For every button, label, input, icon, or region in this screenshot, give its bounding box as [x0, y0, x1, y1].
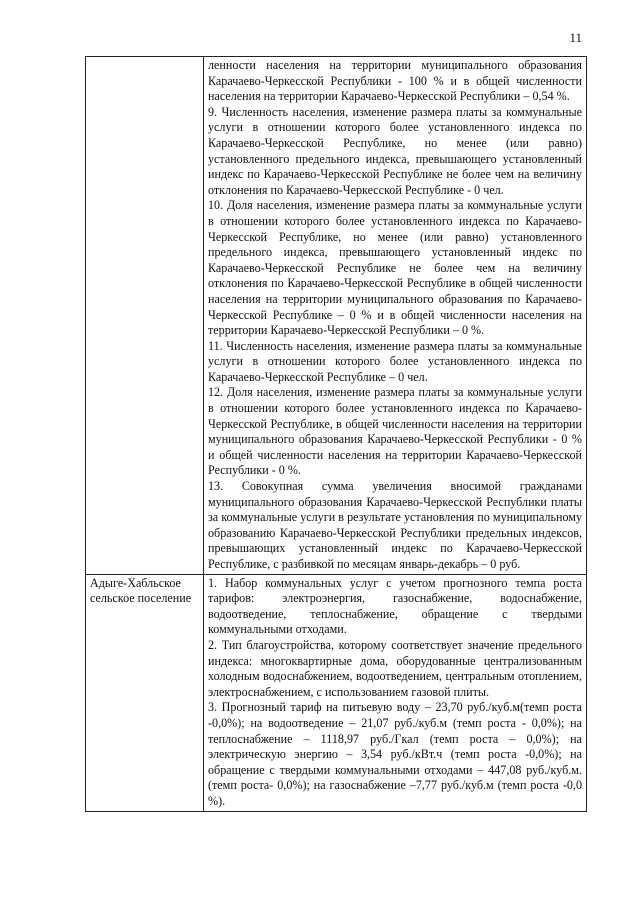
indicators-cell — [204, 57, 587, 575]
paragraph: 2. Тип благоустройства, которому соответствует значение предельного индекса: многоквартирные дома, оборудованные централизованным холодным водоснабжением, водоотведением, центральным отоплением, электроснабжением, с использованием газовой плиты. — [208, 637, 582, 699]
paragraph: 12. Доля населения, изменение размера платы за коммунальные услуги в отношении которого более установленного индекса по Карачаево-Черкесской Республике, в общей численности населения на территории муниципального образования Карачаево-Черкесской Республики - 0 % и общей численности населения на территории Карачаево-Черкесской Республики - 0 %. — [208, 385, 582, 478]
paragraph: 13. Совокупная сумма увеличения вносимой гражданами муниципального образования Карачаево-Черкесской Республики платы за коммунальные услуги в результате установления по муниципальному образованию Карачаево-Черкесской Республики предельных индексов, превышающих установленный индекс по Карачаево-Черкесской Республике, с разбивкой по месяцам январь-декабрь – 0 руб. — [208, 479, 582, 571]
paragraph: 3. Прогнозный тариф на питьевую воду – 23,70 руб./куб.м(темп роста -0,0%); на водоотведение – 21,07 руб./куб.м (темп роста - 0,0%); на теплоснабжение – 1118,97 руб./Гкал (темп роста – 0,0%); на электрическую энергию – 3,54 руб./кВт.ч (темп роста -0,0%); на обращение с твердыми коммунальными отходами – 447,08 руб./куб.м. (темп роста- 0,0%); на газоснабжение –7,77 руб./куб.м (темп роста -0,0 %). — [208, 700, 582, 808]
settlement-name-cell — [86, 57, 204, 575]
table-row — [86, 57, 587, 575]
paragraph: 9. Численность населения, изменение размера платы за коммунальные услуги в отношении которого более установленного индекса по Карачаево-Черкесской Республике, но менее (или равно) установленного предельного индекса, превышающего установленный индекс по Карачаево-Черкесской Республике не более чем на величину отклонения по Карачаево-Черкесской Республике - 0 чел. — [208, 104, 582, 197]
table-row — [86, 574, 587, 811]
indicators-cell — [204, 574, 587, 811]
settlement-name-cell: Адыге-Хабльское сельское поселение — [86, 574, 204, 811]
document-table — [85, 56, 587, 812]
paragraph: ленности населения на территории муниципального образования Карачаево-Черкесской Республики - 100 % и в общей численности населения на территории Карачаево-Черкесской Республики – 0,54 %. — [208, 58, 582, 104]
paragraph: 11. Численность населения, изменение размера платы за коммунальные услуги в отношении которого более установленного индекса по Карачаево-Черкесской Республике – 0 чел. — [208, 338, 582, 384]
paragraph: 1. Набор коммунальных услуг с учетом прогнозного темпа роста тарифов: электроэнергия, газоснабжение, водоснабжение, водоотведение, теплоснабжение, обращение с твердыми коммунальными отходами. — [208, 575, 582, 637]
page-number: 11 — [569, 30, 582, 45]
paragraph: 10. Доля населения, изменение размера платы за коммунальные услуги в отношении которого более установленного индекса по Карачаево-Черкесской Республике, но менее (или равно) установленного предельного индекса, превышающего установленный индекс по Карачаево-Черкесской Республике не более чем на величину отклонения по Карачаево-Черкесской Республике в общей численности населения на территории муниципального образования по Карачаево-Черкесской Республике – 0 % и в общей численности населения на территории Карачаево-Черкесской Республики – 0 %. — [208, 198, 582, 338]
